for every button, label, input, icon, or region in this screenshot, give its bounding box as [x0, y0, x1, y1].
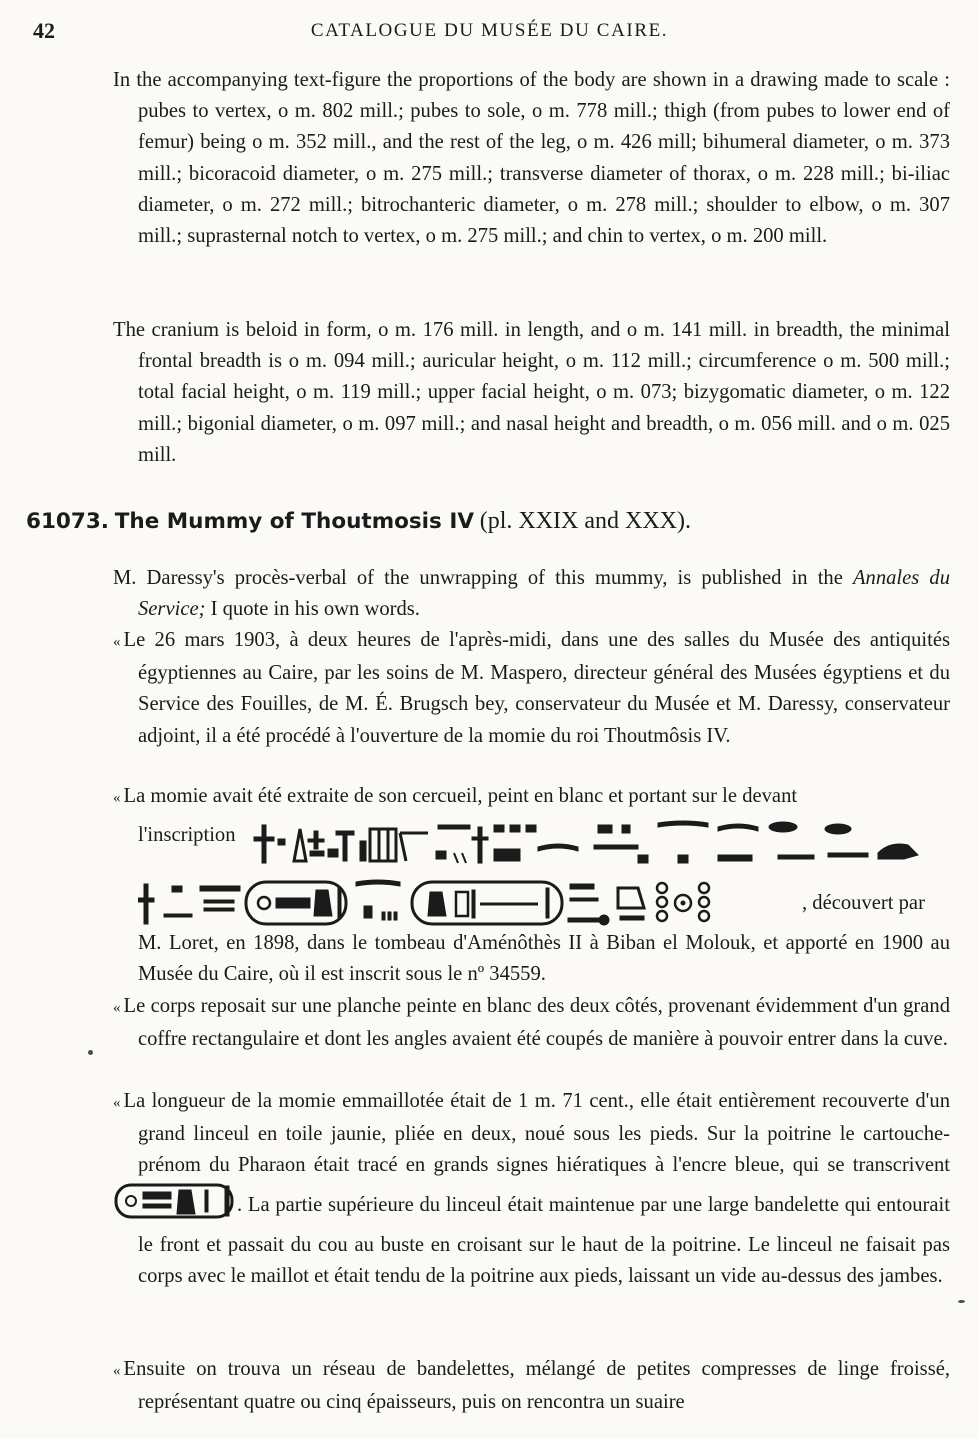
quote-text: Le 26 mars 1903, à deux heures de l'après-midi, dans une des salles du Musée des antiquités égyptiennes au Caire, par les soins de M. Maspero, directeur général des Musées égyptiens et du Service des Fouilles, de M. É. Brugsch bey, conservateur du Musée et M. Daressy, conservateur adjoint, il a été procédé à l'ouverture de la momie du roi Thoutmôsis IV. — [123, 629, 950, 747]
quote-text: Le corps reposait sur une planche peinte en blanc des deux côtés, provenant évidemment d'un grand coffre rectangulaire et dont les angles avaient été coupés de manière à pouvoir entrer dans la cuve. — [123, 995, 950, 1051]
quote-mark: « — [113, 1363, 121, 1379]
inscription-continuation: , découvert par — [802, 892, 925, 914]
paragraph-loret: M. Loret, en 1898, dans le tombeau d'Aménôthès II à Biban el Molouk, et apporté en 1900 au Musée du Caire, où il est inscrit sous le nº 34559. — [138, 932, 950, 986]
quote-text: Ensuite on trouva un réseau de bandelettes, mélangé de petites compresses de linge froissé, représentant quatre ou cinq épaisseurs, puis on rencontra un suaire — [123, 1358, 950, 1414]
inscription-label: l'inscription — [138, 824, 236, 846]
ink-spot — [88, 1050, 93, 1055]
entry-plates: (pl. XXIX and XXX). — [479, 508, 692, 534]
entry-heading — [26, 508, 956, 535]
paragraph-body-proportions: In the accompanying text-figure the proportions of the body are shown in a drawing made to scale : pubes to vertex, o m. 802 mill.; pubes to sole, o m. 778 mill.; thigh (from pubes to lower end of femur) being o m. 352 mill., and the rest of the leg, o m. 426 mill; bihumeral diameter, o m. 373 mill.; bicoracoid diameter, o m. 275 mill.; transverse diameter of thorax, o m. 228 mill.; bi-iliac diameter, o m. 272 mill.; bitrochanteric diameter, o m. 278 mill.; shoulder to elbow, o m. 307 mill.; suprasternal notch to vertex, o m. 275 mill.; and chin to vertex, o m. 200 mill. — [113, 69, 950, 248]
entry-name: The Mummy of Thoutmosis IV — [114, 509, 474, 534]
journal-title: Annales du Service; — [138, 567, 950, 621]
paragraph-cranium: The cranium is beloid in form, o m. 176 mill. in length, and o m. 141 mill. in breadth, the minimal frontal breadth is o m. 094 mill.; auricular height, o m. 112 mill.; circumference o m. 500 mill.; total facial height, o m. 119 mill.; upper facial height, o m. 073; bizygomatic diameter, o m. 122 mill.; bigonial diameter, o m. 097 mill.; and nasal height and breadth, o m. 056 mill. and o m. 025 mill. — [113, 319, 950, 466]
intro-text-b: I quote in his own words. — [205, 598, 420, 621]
page-number: 42 — [33, 18, 55, 43]
intro-text-a: M. Daressy's procès-verbal of the unwrapping of this mummy, is published in the — [113, 567, 853, 589]
quote-text: La momie avait été extraite de son cercueil, peint en blanc et portant sur le devant — [123, 785, 798, 807]
quote-paragraph-bandages — [113, 1354, 950, 1418]
cartouche-prenomen-icon — [138, 1182, 237, 1230]
quote-mark: « — [113, 1000, 121, 1016]
inscription-line-1 — [138, 815, 950, 875]
paragraph-intro — [113, 563, 950, 625]
quote-mark: « — [113, 790, 121, 806]
quote-paragraph-coffin — [113, 781, 950, 814]
ink-spot — [958, 1300, 965, 1303]
quote-paragraph-board — [113, 991, 950, 1055]
entry-number: 61073. — [26, 509, 109, 534]
quote-mark: « — [113, 634, 121, 650]
running-title: CATALOGUE DU MUSÉE DU CAIRE. — [310, 20, 669, 41]
quote-text-cont: . La partie supérieure du linceul était maintenue par une large bandelette qui entourait le front et passait du cou au buste en croisant sur le haut de la poitrine. Le linceul ne faisait pas corps avec le maillot et était tendu de la poitrine aux pieds, laissant un vide au-dessus des jambes. — [138, 1193, 950, 1288]
quote-paragraph-length — [113, 1086, 950, 1292]
quote-text: La longueur de la momie emmaillotée était de 1 m. 71 cent., elle était entièrement recouverte d'un grand linceul en toile jaunie, pliée en deux, noué sous les pieds. Sur la poitrine le cartouche-prénom du Pharaon était tracé en grands signes hiératiques à l'encre bleue, qui se transcrivent — [123, 1090, 950, 1177]
quote-paragraph-date — [113, 625, 950, 752]
quote-mark: « — [113, 1095, 121, 1111]
hieroglyph-inscription-1 — [138, 815, 950, 875]
